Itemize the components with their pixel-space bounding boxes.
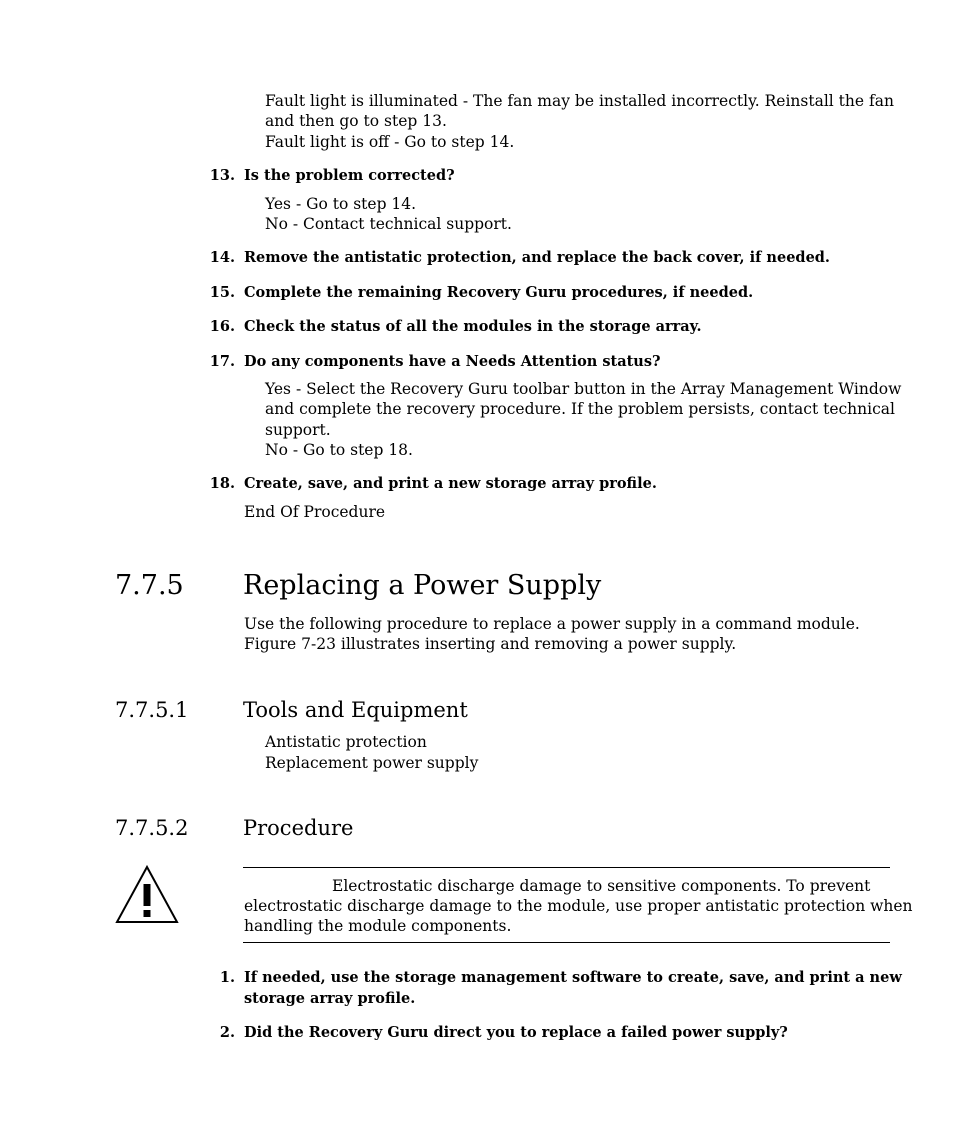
- step-17-yes-cont: and complete the recovery procedure. If the problem persists, contact technical: [265, 400, 895, 418]
- step-13-yes: Yes - Go to step 14.: [265, 195, 417, 213]
- caution-text-cont2: handling the module components.: [244, 917, 512, 935]
- step-17-no: No - Go to step 18.: [265, 441, 413, 459]
- section-7751-number: 7.7.5.1: [115, 698, 189, 722]
- section-775-intro-cont: Figure 7-23 illustrates inserting and removing a power supply.: [244, 635, 737, 653]
- section-7752-title: Procedure: [243, 816, 354, 840]
- step-17-text: Do any components have a Needs Attention status?: [244, 353, 661, 370]
- tool-item-power-supply: Replacement power supply: [265, 754, 479, 772]
- end-of-procedure: End Of Procedure: [244, 503, 386, 521]
- step-17-number: 17.: [209, 353, 235, 370]
- step-14-text: Remove the antistatic protection, and replace the back cover, if needed.: [244, 249, 830, 266]
- caution-text: Electrostatic discharge damage to sensitive components. To prevent: [332, 877, 871, 895]
- step-18-text: Create, save, and print a new storage array profile.: [244, 475, 657, 492]
- step-17-yes: Yes - Select the Recovery Guru toolbar button in the Array Management Window: [265, 380, 902, 398]
- step-1-number: 1.: [219, 969, 235, 986]
- section-7752-number: 7.7.5.2: [115, 816, 189, 840]
- caution-bottom-rule: [243, 942, 890, 943]
- caution-top-rule: [243, 867, 890, 868]
- fan-fault-off-text: Fault light is off - Go to step 14.: [265, 133, 515, 151]
- step-13-text: Is the problem corrected?: [244, 167, 455, 184]
- section-7751-title: Tools and Equipment: [243, 698, 468, 722]
- step-17-yes-cont2: support.: [265, 421, 331, 439]
- section-775-title: Replacing a Power Supply: [243, 570, 602, 601]
- step-16-text: Check the status of all the modules in the storage array.: [244, 318, 702, 335]
- step-16-number: 16.: [209, 318, 235, 335]
- step-14-number: 14.: [209, 249, 235, 266]
- step-2-text: Did the Recovery Guru direct you to replace a failed power supply?: [244, 1024, 788, 1041]
- step-2-number: 2.: [219, 1024, 235, 1041]
- tool-item-antistatic: Antistatic protection: [265, 733, 427, 751]
- step-15-number: 15.: [209, 284, 235, 301]
- step-1-text: If needed, use the storage management software to create, save, and print a new: [244, 969, 902, 986]
- section-775-number: 7.7.5: [115, 570, 184, 601]
- fan-fault-on-text-cont: and then go to step 13.: [265, 112, 447, 130]
- step-13-no: No - Contact technical support.: [265, 215, 512, 233]
- step-13-number: 13.: [209, 167, 235, 184]
- caution-triangle-icon: [115, 864, 179, 924]
- step-15-text: Complete the remaining Recovery Guru procedures, if needed.: [244, 284, 754, 301]
- fan-fault-on-text: Fault light is illuminated - The fan may be installed incorrectly. Reinstall the fan: [265, 92, 894, 110]
- section-775-intro: Use the following procedure to replace a power supply in a command module.: [244, 615, 860, 633]
- step-18-number: 18.: [209, 475, 235, 492]
- caution-text-cont: electrostatic discharge damage to the module, use proper antistatic protection when: [244, 897, 913, 915]
- step-1-text-cont: storage array profile.: [244, 990, 416, 1007]
